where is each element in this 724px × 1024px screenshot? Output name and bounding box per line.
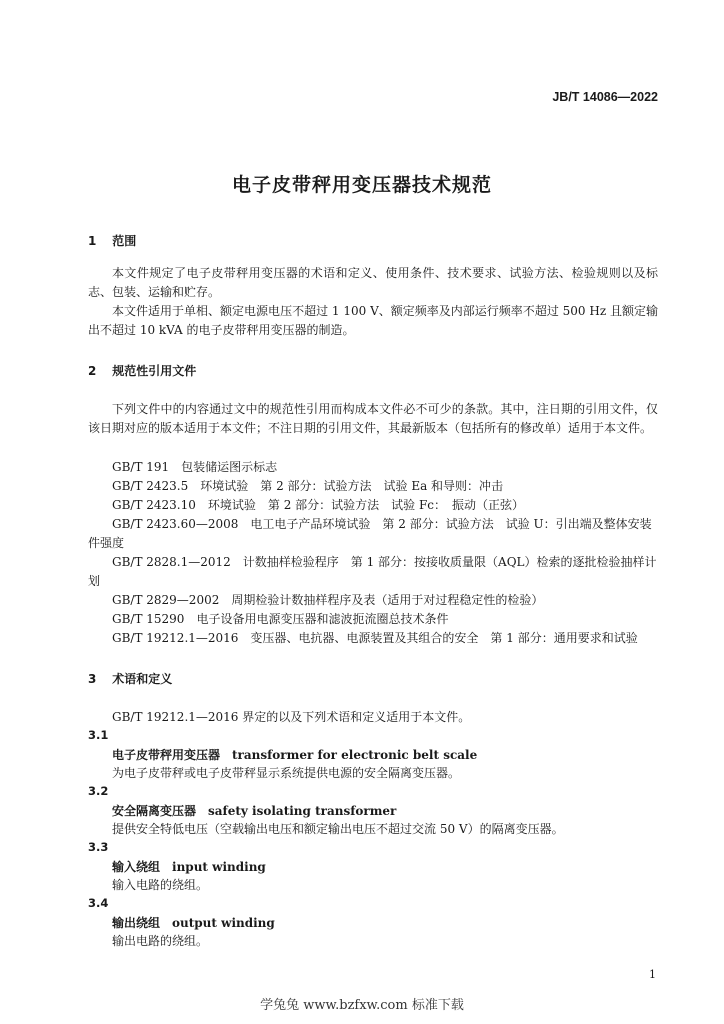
term-en: safety isolating transformer (208, 804, 397, 818)
section-title: 规范性引用文件 (112, 364, 197, 378)
term-entry (112, 914, 275, 931)
clause-number: 3.4 (88, 896, 109, 910)
reference-item: GB/T 2828.1—2012 计数抽样检验程序 第 1 部分：按接收质量限（AQL）检索的逐批检验抽样计划 (88, 555, 657, 588)
term-en: transformer for electronic belt scale (232, 748, 478, 762)
section-number: 1 (88, 234, 97, 248)
clause-number: 3.3 (88, 840, 109, 854)
scope-paragraph-2: 本文件适用于单相、额定电源电压不超过 1 100 V、额定频率及内部运行频率不超过 500 Hz 且额定输出不超过 10 kVA 的电子皮带秤用变压器的制造。 (88, 304, 658, 337)
term-en: output winding (172, 916, 275, 930)
standard-number: JB/T 14086—2022 (552, 90, 658, 104)
term-zh: 输入绕组 (112, 860, 161, 874)
term-zh: 安全隔离变压器 (112, 804, 197, 818)
download-watermark: 学兔兔 www.bzfxw.com 标准下载 (260, 998, 464, 1013)
term-zh: 电子皮带秤用变压器 (112, 748, 221, 762)
section-number: 3 (88, 672, 97, 686)
term-entry (112, 858, 266, 875)
term-en: input winding (172, 860, 266, 874)
reference-item: GB/T 15290 电子设备用电源变压器和滤波扼流圈总技术条件 (112, 612, 449, 626)
section-title: 范围 (112, 234, 137, 248)
clause-number: 3.2 (88, 784, 109, 798)
page-number: 1 (649, 968, 656, 981)
section-number: 2 (88, 364, 97, 378)
section-title: 术语和定义 (112, 672, 173, 686)
section-2-heading (88, 362, 196, 379)
term-definition: 为电子皮带秤或电子皮带秤显示系统提供电源的安全隔离变压器。 (112, 766, 461, 780)
reference-item: GB/T 2423.10 环境试验 第 2 部分：试验方法 试验 Fc： 振动（正弦） (112, 498, 525, 512)
reference-item: GB/T 2423.5 环境试验 第 2 部分：试验方法 试验 Ea 和导则：冲击 (112, 479, 504, 493)
reference-item: GB/T 2423.60—2008 电工电子产品环境试验 第 2 部分：试验方法 试验 U：引出端及整体安装件强度 (88, 517, 652, 550)
term-zh: 输出绕组 (112, 916, 161, 930)
reference-item: GB/T 19212.1—2016 变压器、电抗器、电源装置及其组合的安全 第 1 部分：通用要求和试验 (112, 631, 638, 645)
term-definition: 提供安全特低电压（空载输出电压和额定输出电压不超过交流 50 V）的隔离变压器。 (112, 822, 564, 836)
clause-number: 3.1 (88, 728, 109, 742)
term-definition: 输入电路的绕组。 (112, 878, 209, 892)
scope-paragraph-1: 本文件规定了电子皮带秤用变压器的术语和定义、使用条件、技术要求、试验方法、检验规则以及标志、包装、运输和贮存。 (88, 266, 658, 299)
section-3-heading (88, 670, 172, 687)
term-entry (112, 746, 477, 763)
section-1-heading (88, 232, 136, 249)
document-title: 电子皮带秤用变压器技术规范 (231, 174, 492, 196)
term-definition: 输出电路的绕组。 (112, 934, 209, 948)
term-entry (112, 802, 396, 819)
references-intro: 下列文件中的内容通过文中的规范性引用而构成本文件必不可少的条款。其中，注日期的引用文件，仅该日期对应的版本适用于本文件；不注日期的引用文件，其最新版本（包括所有的修改单）适用于本文件。 (88, 402, 658, 435)
reference-item: GB/T 2829—2002 周期检验计数抽样程序及表（适用于对过程稳定性的检验） (112, 593, 544, 607)
terms-intro: GB/T 19212.1—2016 界定的以及下列术语和定义适用于本文件。 (112, 710, 471, 724)
reference-item: GB/T 191 包装储运图示标志 (112, 460, 278, 474)
